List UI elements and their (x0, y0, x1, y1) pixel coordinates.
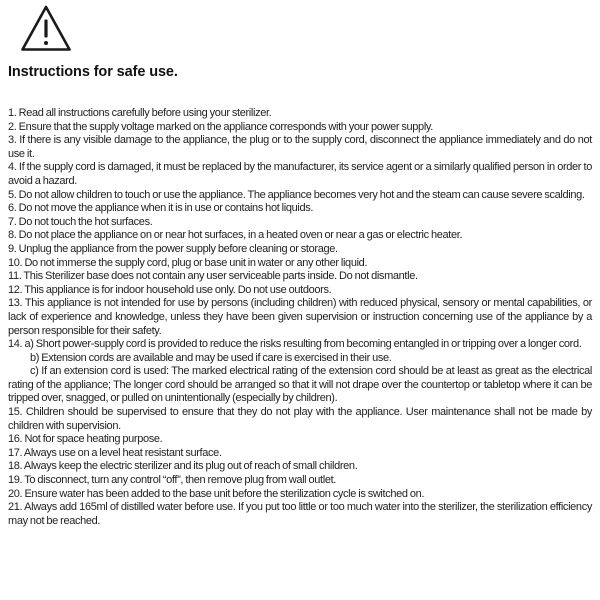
warning-triangle-icon (20, 4, 72, 52)
instruction-item: 10. Do not immerse the supply cord, plug or base unit in water or any other liquid. (8, 256, 368, 269)
instruction-item: 15. Children should be supervised to ensure that they do not play with the appliance. User maintenance shall not be made by children with supervision. (8, 406, 592, 432)
instruction-item: 20. Ensure water has been added to the base unit before the sterilization cycle is switched on. (8, 487, 425, 500)
instruction-item: 14. a) Short power-supply cord is provided to reduce the risks resulting from becoming entangled in or tripping over a longer cord. (8, 338, 582, 351)
instruction-item: 8. Do not place the appliance on or near hot surfaces, in a heated oven or near a gas or electric heater. (8, 229, 463, 242)
instruction-item: 1. Read all instructions carefully before using your sterilizer. (8, 107, 272, 119)
instructions-list (8, 107, 592, 528)
instruction-subitem: c) If an extension cord is used: The marked electrical rating of the extension cord should be at least as great as the electrical rating of the appliance; The longer cord should be arranged so that it will not drape over the countertop or tabletop where it can be tripped over, snagged, or pulled on unintentionally (especially by children). (8, 365, 592, 405)
instruction-item: 9. Unplug the appliance from the power supply before cleaning or storage. (8, 242, 338, 255)
instruction-item: 17. Always use on a level heat resistant surface. (8, 446, 222, 459)
instruction-item: 11. This Sterilizer base does not contain any user serviceable parts inside. Do not dismantle. (8, 270, 418, 283)
instruction-item: 6. Do not move the appliance when it is in use or contains hot liquids. (8, 202, 314, 215)
instruction-item: 4. If the supply cord is damaged, it must be replaced by the manufacturer, its service agent or a similarly qualified person in order to avoid a hazard. (8, 161, 592, 187)
instruction-item: 7. Do not touch the hot surfaces. (8, 215, 153, 228)
instruction-item: 3. If there is any visible damage to the appliance, the plug or to the supply cord, disconnect the appliance immediately and do not use it. (8, 134, 592, 160)
instruction-item: 12. This appliance is for indoor household use only. Do not use outdoors. (8, 283, 332, 296)
instruction-item: 21. Always add 165ml of distilled water before use. If you put too little or too much water into the sterilizer, the sterilization efficiency may not be reached. (8, 501, 592, 527)
instruction-item: 5. Do not allow children to touch or use the appliance. The appliance becomes very hot and the steam can cause severe scalding. (8, 188, 585, 201)
instruction-subitem: b) Extension cords are available and may be used if care is exercised in their use. (30, 351, 392, 364)
instruction-item: 19. To disconnect, turn any control “off”, then remove plug from wall outlet. (8, 474, 336, 487)
document-title: Instructions for safe use. (8, 64, 178, 80)
instruction-item: 13. This appliance is not intended for use by persons (including children) with reduced physical, sensory or mental capabilities, or lack of experience and knowledge, unless they have been given supervision or instruction concerning use of the appliance by a person responsible for their safety. (8, 297, 592, 337)
instruction-item: 16. Not for space heating purpose. (8, 433, 163, 446)
instruction-item: 2. Ensure that the supply voltage marked on the appliance corresponds with your power supply. (8, 120, 433, 133)
instruction-item: 18. Always keep the electric sterilizer and its plug out of reach of small children. (8, 460, 358, 473)
